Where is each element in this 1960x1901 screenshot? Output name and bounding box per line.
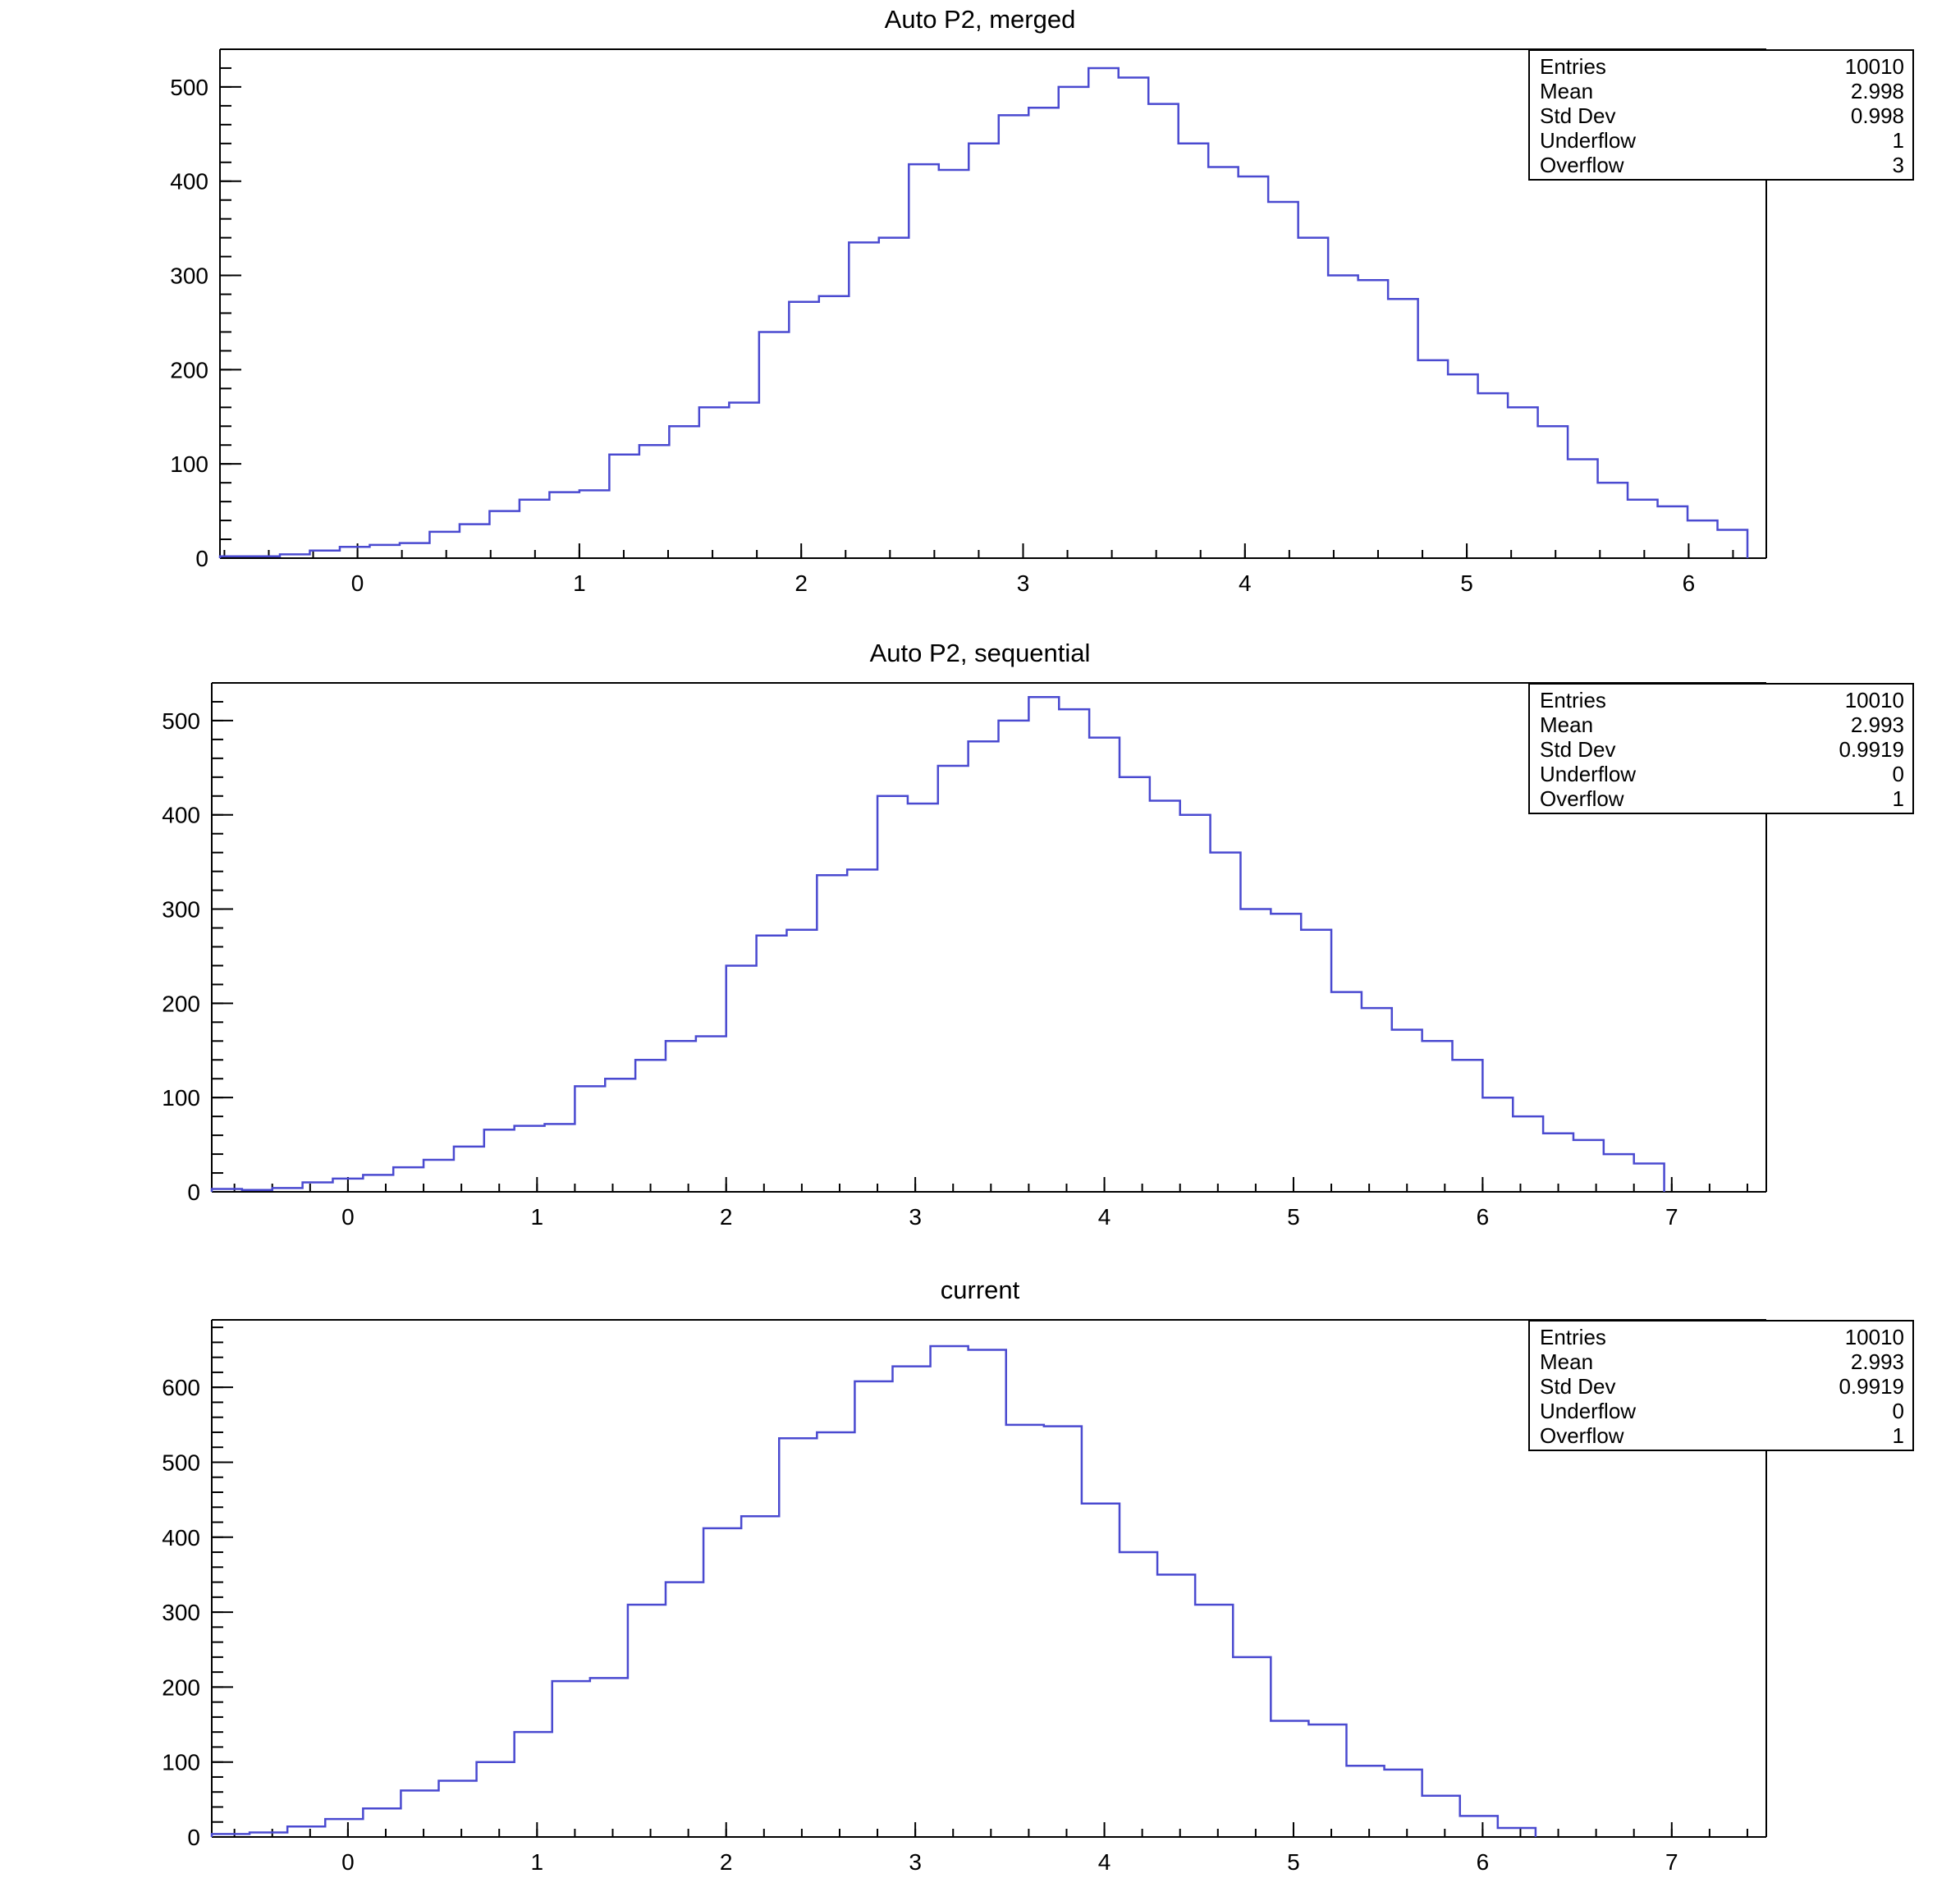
stats-label: Underflow <box>1540 128 1637 153</box>
svg-text:2: 2 <box>795 570 808 596</box>
svg-text:3: 3 <box>909 1849 922 1875</box>
svg-text:6: 6 <box>1476 1849 1490 1875</box>
stats-label: Mean <box>1540 1349 1594 1374</box>
stats-label: Std Dev <box>1540 737 1616 762</box>
svg-text:400: 400 <box>162 1524 200 1551</box>
stats-label: Mean <box>1540 79 1594 103</box>
svg-text:0: 0 <box>195 546 208 571</box>
svg-text:6: 6 <box>1682 570 1696 596</box>
svg-text:3: 3 <box>909 1204 922 1230</box>
stats-value: 0 <box>1892 1399 1904 1423</box>
stats-row <box>1540 1399 1904 1423</box>
stats-box <box>1528 49 1914 181</box>
panel-title: Auto P2, merged <box>884 5 1076 34</box>
svg-text:200: 200 <box>162 991 200 1017</box>
stats-row <box>1540 1349 1904 1374</box>
stats-row <box>1540 737 1904 762</box>
stats-row <box>1540 54 1904 79</box>
stats-label: Underflow <box>1540 762 1637 786</box>
stats-value: 10010 <box>1844 54 1904 79</box>
stats-value: 0.998 <box>1850 103 1904 128</box>
svg-text:4: 4 <box>1097 1204 1111 1230</box>
svg-text:0: 0 <box>350 570 364 596</box>
svg-text:400: 400 <box>170 168 208 195</box>
stats-label: Underflow <box>1540 1399 1637 1423</box>
stats-row <box>1540 786 1904 811</box>
svg-text:400: 400 <box>162 802 200 828</box>
stats-label: Overflow <box>1540 153 1624 177</box>
svg-text:2: 2 <box>719 1849 733 1875</box>
stats-value: 0.9919 <box>1839 1374 1904 1399</box>
stats-value: 2.993 <box>1850 1349 1904 1374</box>
svg-text:1: 1 <box>530 1204 544 1230</box>
stats-value: 0.9919 <box>1839 737 1904 762</box>
stats-row <box>1540 128 1904 153</box>
stats-label: Overflow <box>1540 1423 1624 1448</box>
svg-text:5: 5 <box>1460 570 1473 596</box>
stats-row <box>1540 712 1904 737</box>
stats-row <box>1540 103 1904 128</box>
svg-text:7: 7 <box>1665 1849 1678 1875</box>
panel-current <box>0 1271 1960 1878</box>
stats-row <box>1540 153 1904 177</box>
stats-row <box>1540 762 1904 786</box>
svg-text:600: 600 <box>162 1375 200 1401</box>
panel-auto-p2-merged <box>0 0 1960 607</box>
stats-value: 1 <box>1892 128 1904 153</box>
stats-value: 2.993 <box>1850 712 1904 737</box>
svg-text:200: 200 <box>162 1674 200 1701</box>
stats-label: Overflow <box>1540 786 1624 811</box>
svg-text:1: 1 <box>530 1849 544 1875</box>
stats-box <box>1528 683 1914 814</box>
svg-text:0: 0 <box>341 1204 355 1230</box>
svg-text:5: 5 <box>1287 1849 1300 1875</box>
stats-value: 1 <box>1892 1423 1904 1448</box>
svg-text:0: 0 <box>341 1849 355 1875</box>
stats-value: 3 <box>1892 153 1904 177</box>
stats-label: Std Dev <box>1540 103 1616 128</box>
stats-label: Std Dev <box>1540 1374 1616 1399</box>
stats-row <box>1540 79 1904 103</box>
svg-text:0: 0 <box>187 1825 200 1850</box>
svg-text:200: 200 <box>170 357 208 383</box>
stats-label: Mean <box>1540 712 1594 737</box>
svg-text:3: 3 <box>1016 570 1030 596</box>
stats-label: Entries <box>1540 1325 1606 1349</box>
svg-text:100: 100 <box>162 1085 200 1111</box>
stats-label: Entries <box>1540 54 1606 79</box>
svg-text:300: 300 <box>170 263 208 289</box>
svg-text:2: 2 <box>719 1204 733 1230</box>
svg-text:5: 5 <box>1287 1204 1300 1230</box>
panel-title: current <box>940 1276 1020 1304</box>
stats-value: 1 <box>1892 786 1904 811</box>
svg-text:500: 500 <box>162 1450 200 1476</box>
stats-row <box>1540 1374 1904 1399</box>
svg-text:100: 100 <box>162 1749 200 1775</box>
stats-row <box>1540 1325 1904 1349</box>
svg-text:300: 300 <box>162 896 200 923</box>
panel-title: Auto P2, sequential <box>869 639 1091 667</box>
stats-value: 10010 <box>1844 1325 1904 1349</box>
panel-auto-p2-sequential <box>0 634 1960 1241</box>
svg-text:0: 0 <box>187 1180 200 1205</box>
stats-box <box>1528 1320 1914 1451</box>
svg-text:4: 4 <box>1097 1849 1111 1875</box>
stats-value: 0 <box>1892 762 1904 786</box>
svg-text:100: 100 <box>170 451 208 478</box>
svg-text:4: 4 <box>1239 570 1252 596</box>
svg-text:6: 6 <box>1476 1204 1490 1230</box>
svg-text:1: 1 <box>573 570 586 596</box>
stats-row <box>1540 688 1904 712</box>
svg-text:500: 500 <box>170 74 208 100</box>
svg-text:500: 500 <box>162 708 200 734</box>
stats-label: Entries <box>1540 688 1606 712</box>
svg-text:300: 300 <box>162 1600 200 1626</box>
stats-value: 10010 <box>1844 688 1904 712</box>
stats-value: 2.998 <box>1850 79 1904 103</box>
svg-text:7: 7 <box>1665 1204 1678 1230</box>
stats-row <box>1540 1423 1904 1448</box>
